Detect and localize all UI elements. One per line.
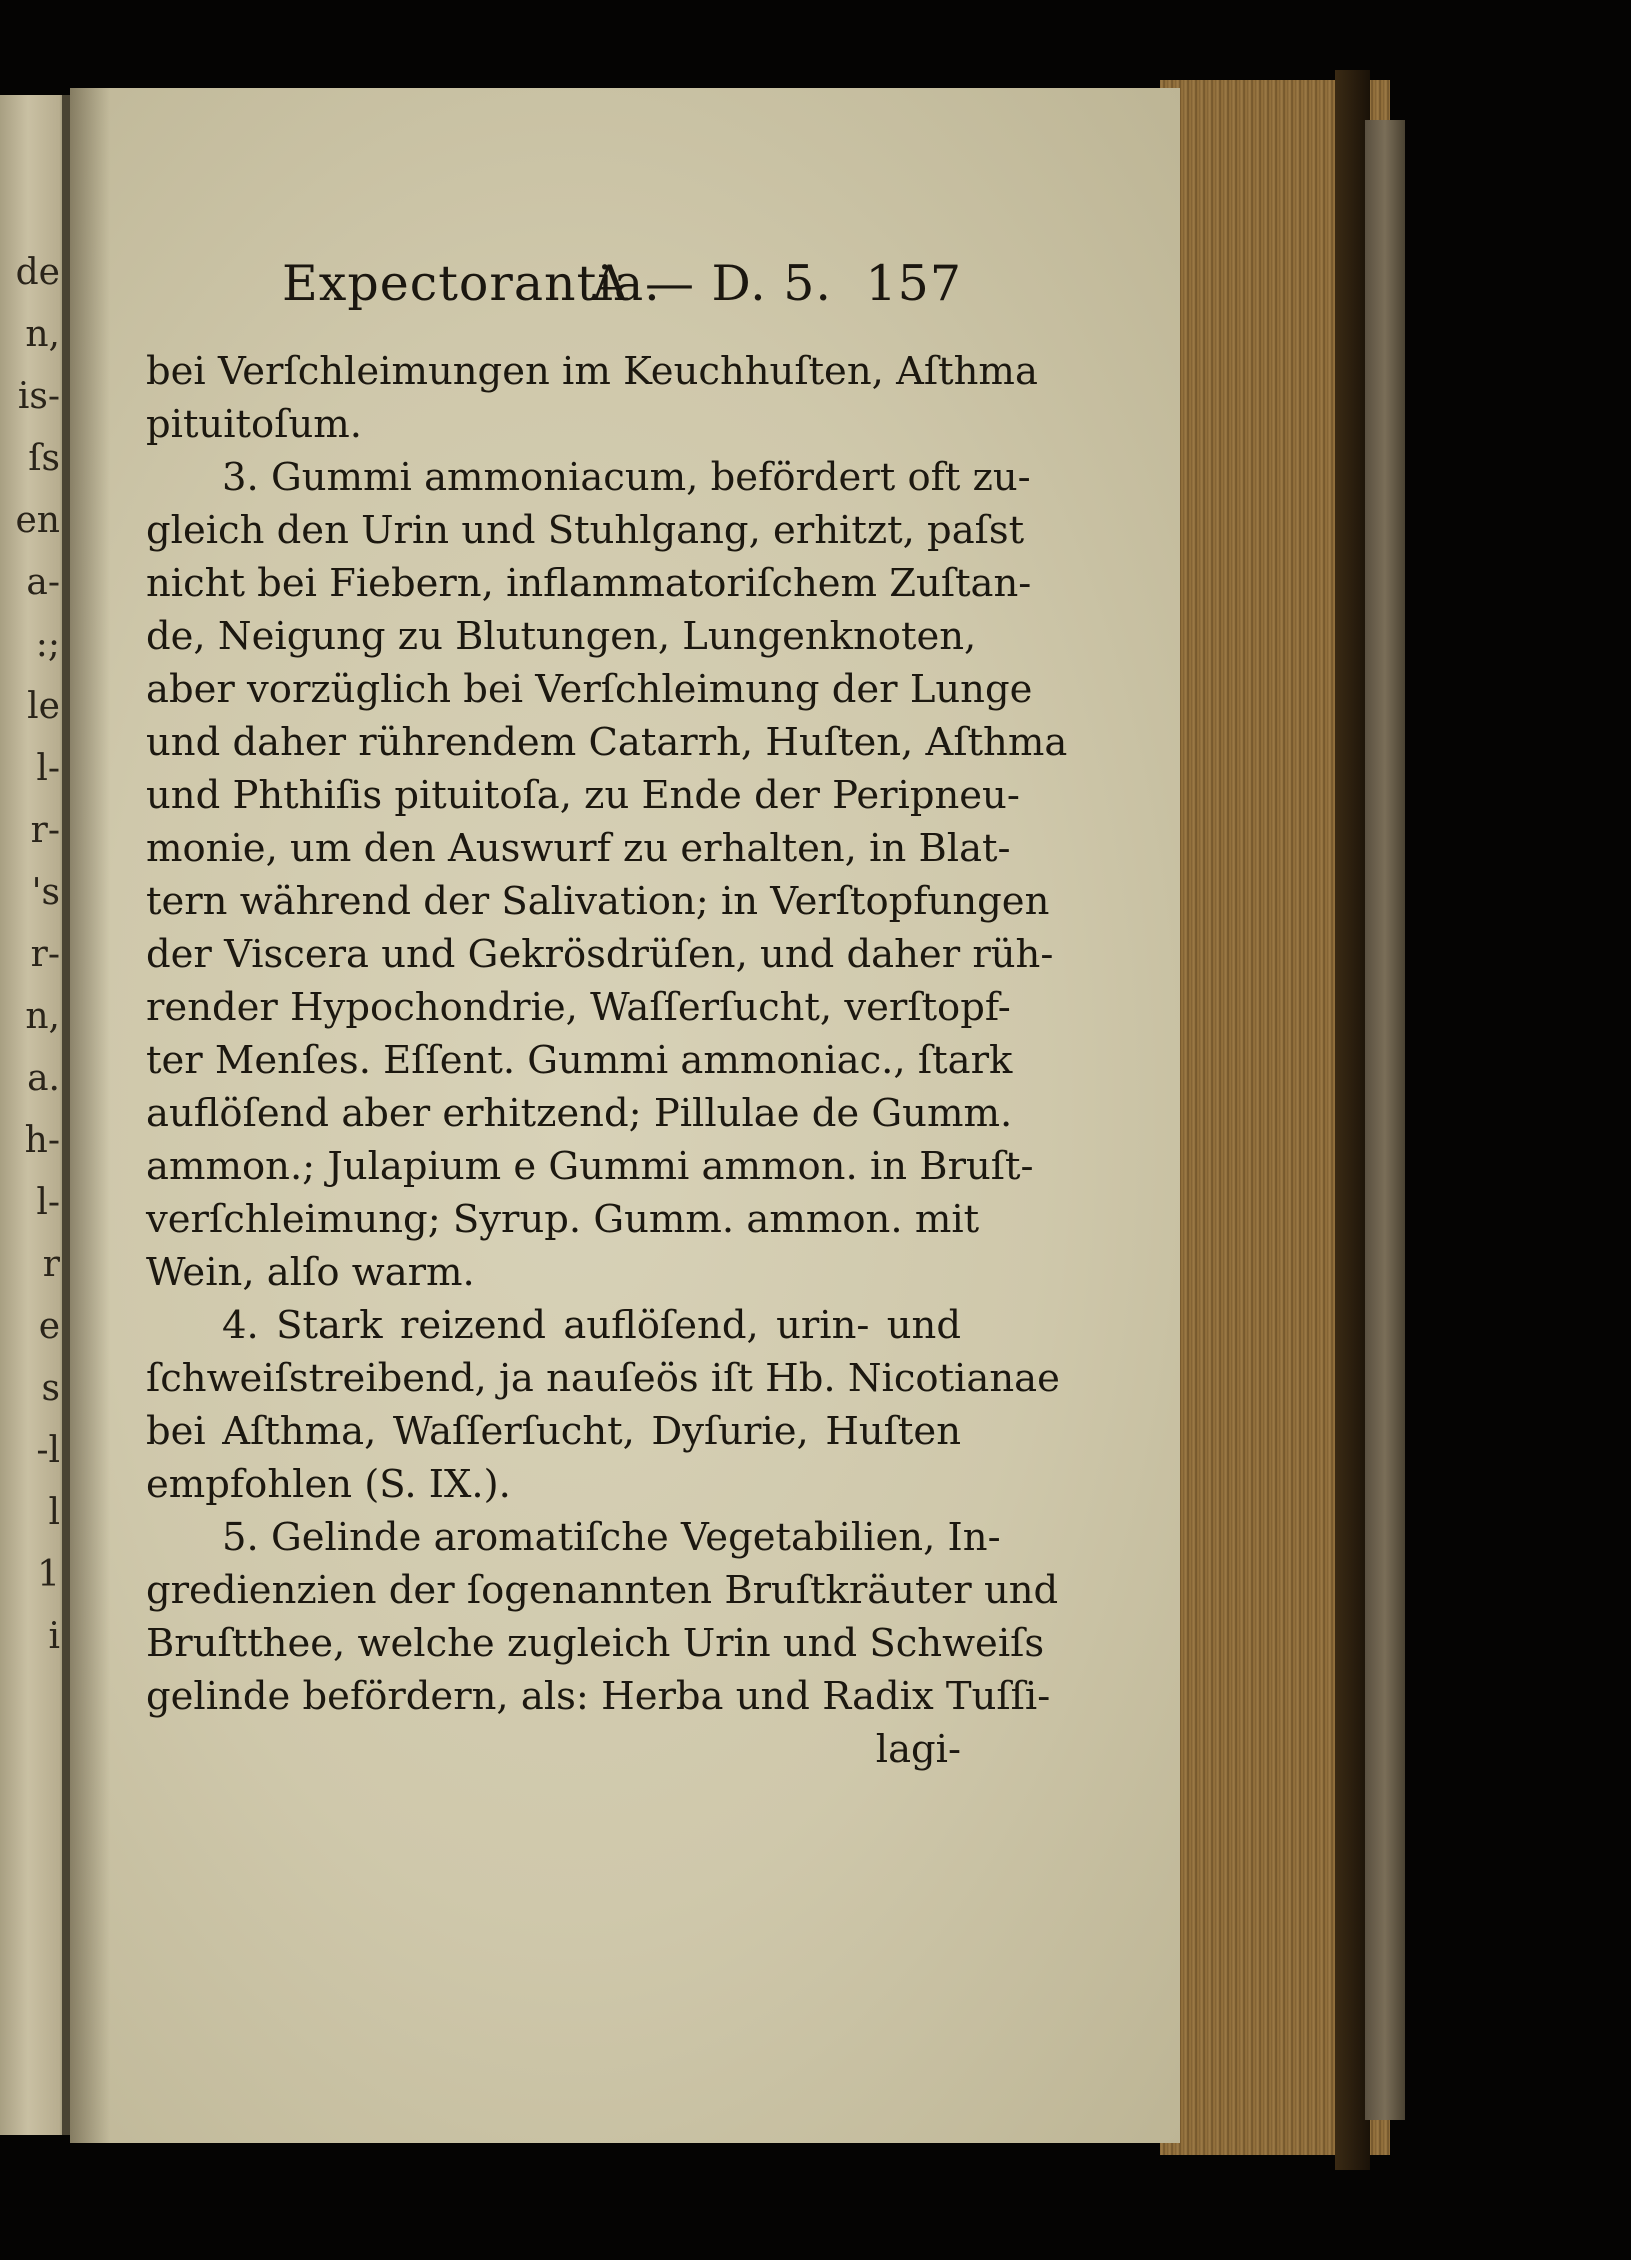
gutter-shadow (70, 88, 110, 2143)
text-line: verſchleimung; Syrup. Gumm. ammon. mit (146, 1197, 980, 1242)
text-line: auflöſend aber erhitzend; Pillulae de Gumm. (146, 1091, 1013, 1136)
text-line: 5. Gelinde aromatiſche Vegetabilien, In- (222, 1515, 1001, 1560)
left-page-fragment: de (15, 252, 60, 293)
text-line: 4. Stark reizend auflöſend, urin- und (222, 1303, 961, 1348)
text-line: de, Neigung zu Blutungen, Lungenknoten, (146, 614, 977, 659)
left-page-fragment: -l (36, 1430, 60, 1471)
left-page-fragment: r (42, 1244, 60, 1285)
text-line: pituitoſum. (146, 402, 362, 447)
text-line: Wein, alſo warm. (146, 1250, 475, 1295)
text-line: gleich den Urin und Stuhlgang, erhitzt, paſst (146, 508, 1025, 553)
text-line: ter Menſes. Eſſent. Gummi ammoniac., ſtark (146, 1038, 1013, 1083)
text-line: Bruſtthee, welche zugleich Urin und Schweiſs (146, 1621, 1045, 1666)
text-line: gelinde befördern, als: Herba und Radix Tuſſi- (146, 1674, 1051, 1719)
left-page-fragment: a. (27, 1058, 60, 1099)
running-head (282, 255, 962, 325)
text-line: empfohlen (S. IX.). (146, 1462, 511, 1507)
text-line: tern während der Salivation; in Verſtopfungen (146, 879, 1050, 924)
left-page-fragment: n, (25, 314, 60, 355)
page-fold-shadow (62, 95, 70, 2135)
catchword: lagi- (875, 1727, 961, 1772)
text-line: und daher rührendem Catarrh, Huſten, Aſthma (146, 720, 1068, 765)
text-line: ſchweiſstreibend, ja nauſeös iſt Hb. Nicotianae (146, 1356, 1060, 1401)
left-page-fragment: l- (36, 748, 60, 789)
left-page-fragment: l (48, 1492, 60, 1533)
left-page-fragment: i (48, 1616, 60, 1657)
text-line: monie, um den Auswurf zu erhalten, in Blat- (146, 826, 1011, 871)
left-page-fragment: r- (30, 934, 60, 975)
body-text (146, 345, 1068, 1776)
left-page-fragment: n, (25, 996, 60, 1037)
page-number: 157 (865, 255, 962, 312)
text-line: nicht bei Fiebern, inflammatoriſchem Zuſtan- (146, 561, 1032, 606)
text-line: gredienzien der ſogenannten Bruſtkräuter und (146, 1568, 1059, 1613)
text-line: aber vorzüglich bei Verſchleimung der Lunge (146, 667, 1033, 712)
text-line: 3. Gummi ammoniacum, befördert oft zu- (222, 455, 1031, 500)
text-line: und Phthiſis pituitoſa, zu Ende der Peripneu- (146, 773, 1020, 818)
book-cover-edge (1365, 120, 1405, 2120)
running-head-section: A — D. 5. (592, 255, 832, 312)
running-head-title: Expectorantia. (282, 255, 661, 312)
left-page-fragment: l- (36, 1182, 60, 1223)
text-line: bei Aſthma, Waſſerſucht, Dyſurie, Huſten (146, 1409, 961, 1454)
left-page-fragment: r- (30, 810, 60, 851)
previous-page-edge (0, 95, 70, 2135)
left-page-fragment: 1 (37, 1554, 60, 1595)
left-page-fragment: :; (35, 624, 60, 665)
left-page-fragment: le (27, 686, 60, 727)
text-line: der Viscera und Gekrösdrüſen, und daher rüh- (146, 932, 1054, 977)
text-line: render Hypochondrie, Waſſerſucht, verſtopf- (146, 985, 1011, 1030)
left-page-fragment: a- (26, 562, 60, 603)
left-page-fragment: h- (24, 1120, 60, 1161)
left-page-fragment: 's (31, 872, 60, 913)
left-page-fragment: en (15, 500, 60, 541)
left-page-fragment: e (38, 1306, 60, 1347)
text-line: ammon.; Julapium e Gummi ammon. in Bruſt- (146, 1144, 1034, 1189)
left-page-fragment: s (41, 1368, 60, 1409)
left-page-fragment: is- (17, 376, 60, 417)
left-page-fragment: ſs (28, 438, 60, 479)
text-line: bei Verſchleimungen im Keuchhuſten, Aſthma (146, 349, 1038, 394)
